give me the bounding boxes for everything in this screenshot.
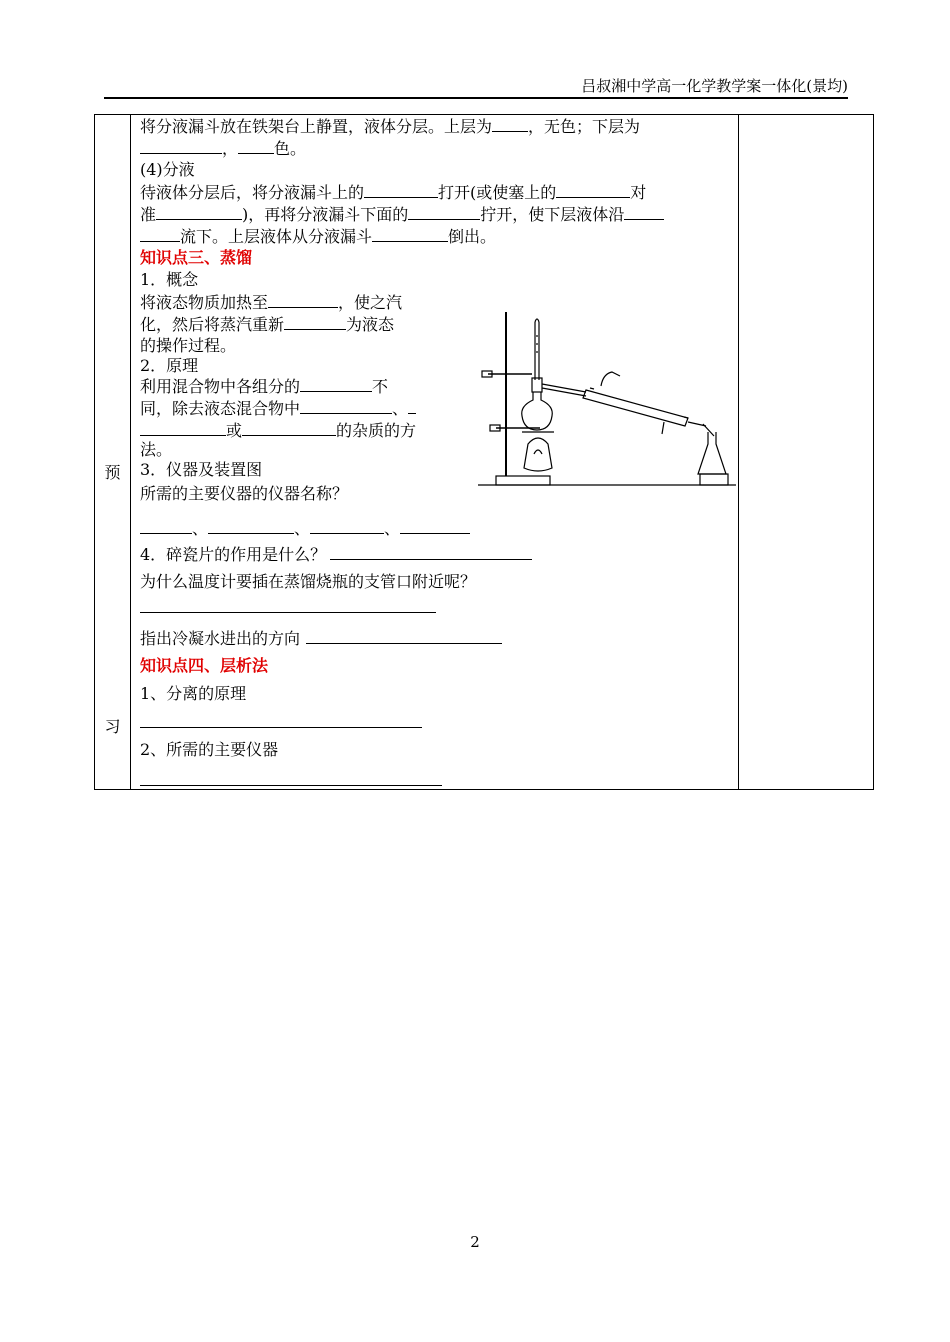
fill-blank[interactable]	[408, 204, 480, 220]
text-line-6: 流下。上层液体从分液漏斗 倒出。	[140, 226, 496, 247]
water-outlet-tube	[601, 372, 620, 386]
text-line-question-5: 为什么温度计要插在蒸馏烧瓶的支管口附近呢？	[140, 572, 477, 591]
receiving-flask	[698, 432, 726, 474]
receiver-block	[700, 474, 728, 485]
distillation-apparatus-diagram	[478, 308, 736, 490]
side-arm-lower	[542, 388, 586, 396]
answer-line-question-5[interactable]	[140, 612, 436, 613]
flask-stopper	[532, 378, 542, 392]
thermometer-top	[535, 319, 539, 322]
fill-blank[interactable]	[140, 226, 180, 242]
alcohol-lamp	[524, 438, 552, 471]
fill-blank[interactable]	[330, 544, 532, 560]
answer-line-principle[interactable]	[140, 727, 422, 728]
fill-blank[interactable]	[284, 314, 346, 330]
stand-base	[496, 476, 550, 485]
text-line-concept: 1．概念	[140, 270, 199, 289]
text-line-question-4: 4．碎瓷片的作用是什么？	[140, 544, 532, 565]
text-line-1: 将分液漏斗放在铁架台上静置，液体分层。上层为 ，无色；下层为	[140, 117, 641, 136]
text-line-concept-4: 的操作过程。	[140, 336, 237, 355]
column-divider-left	[130, 114, 131, 790]
page-header: 吕叔湘中学高一化学教学案一体化(景均)	[581, 77, 848, 95]
section-heading-chromatography: 知识点四、层析法	[140, 656, 269, 675]
fill-blank[interactable]	[140, 518, 192, 534]
text-line-equipment-question: 所需的主要仪器的仪器名称？	[140, 484, 349, 503]
distilling-flask	[522, 392, 553, 430]
section-heading-distillation: 知识点三、蒸馏	[140, 248, 253, 267]
text-line-principle-4: 或 的杂质的方	[140, 420, 416, 441]
page-number: 2	[470, 1233, 480, 1251]
text-line-separation-principle: 1、分离的原理	[140, 684, 247, 703]
fill-blank[interactable]	[208, 518, 294, 534]
text-line-2: ， 色。	[140, 138, 306, 159]
fill-blank[interactable]	[140, 420, 226, 436]
side-label-1: 预	[104, 463, 121, 482]
condenser-jacket	[583, 390, 688, 426]
fill-blank[interactable]	[242, 420, 336, 436]
column-divider-right	[738, 114, 739, 790]
text-line-principle-2: 利用混合物中各组分的 不	[140, 377, 389, 396]
text-line-main-instruments: 2、所需的主要仪器	[140, 740, 279, 759]
text-line-concept-3: 化，然后将蒸汽重新 为液态	[140, 315, 395, 334]
fill-blank[interactable]	[624, 204, 664, 220]
lamp-flame	[534, 450, 542, 454]
text-line-4: 待液体分层后，将分液漏斗上的 打开(或使塞上的 对	[140, 183, 647, 202]
side-arm-upper	[542, 384, 586, 392]
fill-blank[interactable]	[300, 398, 392, 414]
fill-blank[interactable]	[140, 138, 222, 154]
fill-blank[interactable]	[300, 376, 372, 392]
text-line-equipment-blanks: 、 、 、	[140, 518, 470, 539]
text-line-5: 准 )，再将分液漏斗下面的 拧开，使下层液体沿	[140, 204, 664, 225]
fill-blank[interactable]	[372, 226, 448, 242]
water-inlet-tube	[662, 422, 664, 434]
text-line-question-6: 指出冷凝水进出的方向	[140, 628, 502, 649]
fill-blank[interactable]	[364, 182, 438, 198]
text-line-concept-2: 将液态物质加热至 ，使之汽	[140, 293, 403, 312]
fill-blank[interactable]	[306, 628, 502, 644]
text-line-principle-5: 法。	[140, 440, 173, 459]
fill-blank[interactable]	[556, 182, 630, 198]
fill-blank[interactable]	[238, 138, 274, 154]
text-line-equipment: 3．仪器及装置图	[140, 460, 263, 479]
text-line-principle: 2．原理	[140, 356, 199, 375]
fill-blank[interactable]	[408, 398, 416, 414]
text-line-3: (4)分液	[140, 160, 195, 179]
answer-line-instruments[interactable]	[140, 785, 442, 786]
text-line-principle-3: 同，除去液态混合物中 、	[140, 398, 416, 419]
header-rule	[104, 97, 848, 99]
fill-blank[interactable]	[492, 116, 528, 132]
fill-blank[interactable]	[156, 204, 242, 220]
fill-blank[interactable]	[310, 518, 384, 534]
fill-blank[interactable]	[400, 518, 470, 534]
side-label-2: 习	[104, 717, 121, 736]
fill-blank[interactable]	[268, 292, 338, 308]
